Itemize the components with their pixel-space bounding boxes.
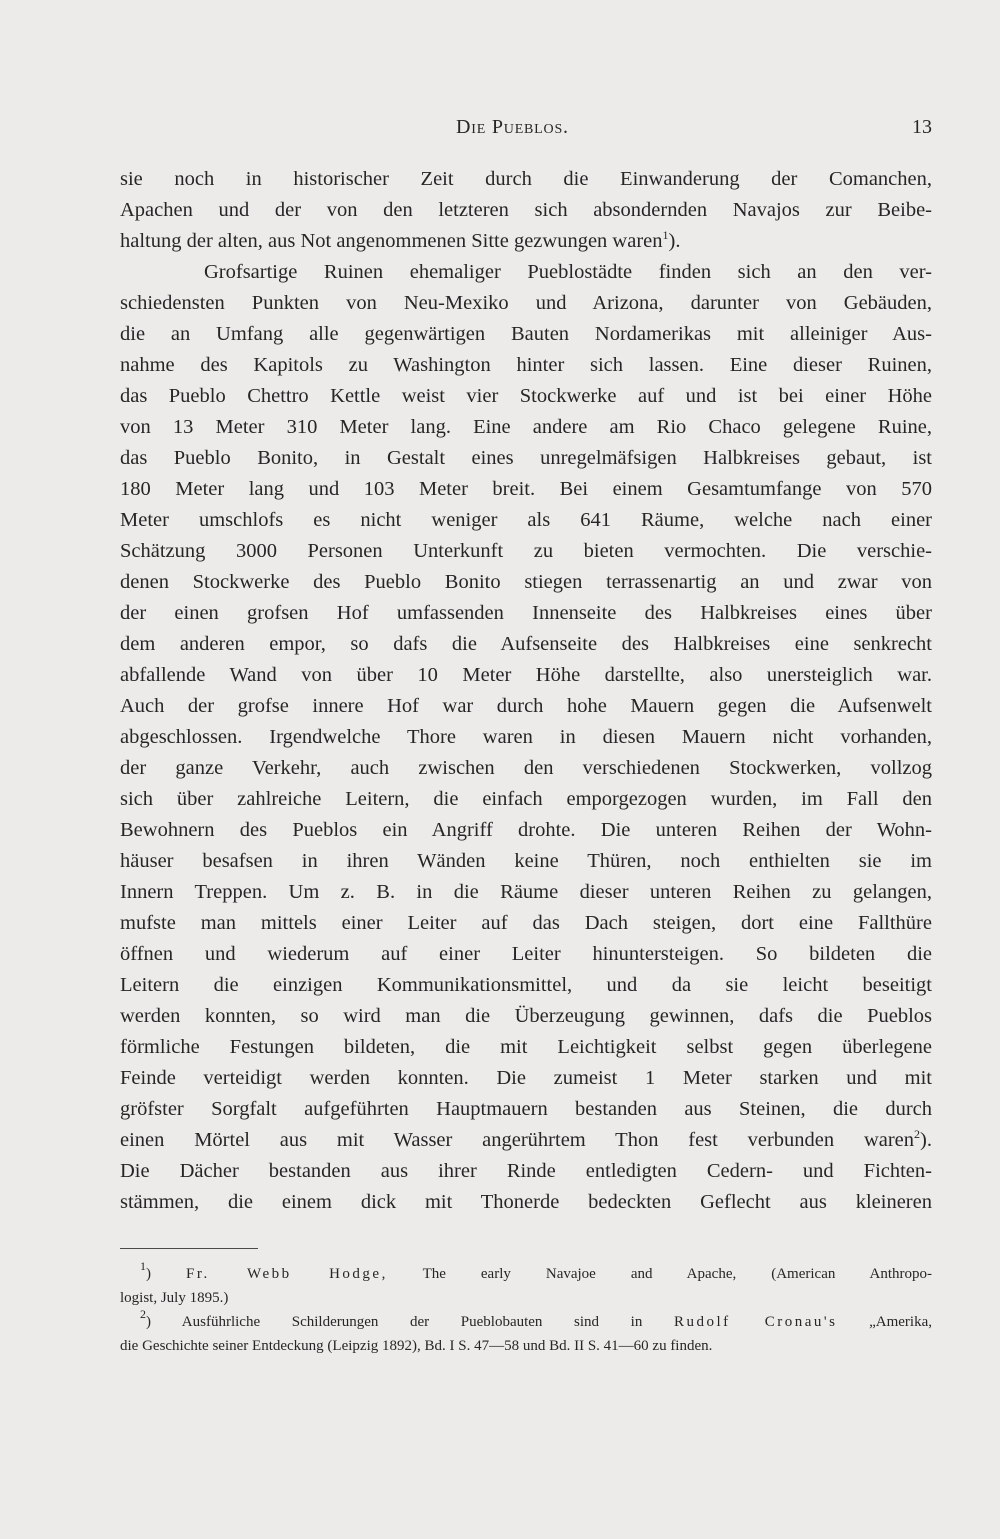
text-line: öffnen und wiederum auf einer Leiter hinuntersteigen. So bildeten die xyxy=(120,943,932,965)
footnote-line xyxy=(120,1259,933,1286)
footnote-line xyxy=(120,1307,932,1334)
footnote-ref-close: ). xyxy=(920,1129,932,1151)
footnote-separator xyxy=(120,1248,258,1249)
footnote-text: Ausführliche Schilderungen der Pueblobauten sind in xyxy=(181,1314,643,1330)
footnote-1 xyxy=(120,1259,933,1310)
text-line: nahme des Kapitols zu Washington hinter sich lassen. Eine dieser Ruinen, xyxy=(120,354,932,376)
text-line: Die Dächer bestanden aus ihrer Rinde entledigten Cedern- und Fichten- xyxy=(120,1160,932,1182)
footnote-author: Rudolf Cronau's xyxy=(673,1314,838,1330)
footnote-marker: 2 xyxy=(140,1307,146,1321)
footnote-ref-close: ). xyxy=(668,230,681,252)
text-line: stämmen, die einem dick mit Thonerde bedeckten Geflecht aus kleineren xyxy=(120,1191,932,1213)
text-line: 180 Meter lang und 103 Meter breit. Bei einem Gesamtumfange von 570 xyxy=(120,478,932,500)
footnote-text: The early Navajoe and Apache, (American Anthropo- xyxy=(422,1266,933,1282)
text-line: Feinde verteidigt werden konnten. Die zumeist 1 Meter starken und mit xyxy=(120,1067,932,1089)
text-line: gröfster Sorgfalt aufgeführten Hauptmauern bestanden aus Steinen, die durch xyxy=(120,1098,932,1120)
page-number: 13 xyxy=(912,116,932,138)
text-line: förmliche Festungen bildeten, die mit Leichtigkeit selbst gegen überlegene xyxy=(120,1036,932,1058)
text-line: abfallende Wand von über 10 Meter Höhe darstellte, also unersteiglich war. xyxy=(120,664,932,686)
text-line: das Pueblo Bonito, in Gestalt eines unregelmäfsigen Halbkreises gebaut, ist xyxy=(120,447,932,469)
text-line-content: haltung der alten, aus Not angenommenen Sitte gezwungen waren xyxy=(120,230,663,252)
footnote-marker-paren: ) xyxy=(146,1314,151,1330)
text-line: werden konnten, so wird man die Überzeugung gewinnen, dafs die Pueblos xyxy=(120,1005,932,1027)
text-line: die an Umfang alle gegenwärtigen Bauten Nordamerikas mit alleiniger Aus- xyxy=(120,323,932,345)
text-line: von 13 Meter 310 Meter lang. Eine andere am Rio Chaco gelegene Ruine, xyxy=(120,416,932,438)
text-line: Auch der grofse innere Hof war durch hohe Mauern gegen die Aufsenwelt xyxy=(120,695,932,717)
footnote-ref: 1 xyxy=(662,228,669,242)
footnote-marker-paren: ) xyxy=(146,1266,151,1282)
footnote-line: logist, July 1895.) xyxy=(120,1290,229,1306)
text-line: mufste man mittels einer Leiter auf das Dach steigen, dort eine Fallthüre xyxy=(120,912,932,934)
text-line: sich über zahlreiche Leitern, die einfach emporgezogen wurden, im Fall den xyxy=(120,788,932,810)
text-line: der einen grofsen Hof umfassenden Innenseite des Halbkreises eines über xyxy=(120,602,932,624)
text-line: Bewohnern des Pueblos ein Angriff drohte. Die unteren Reihen der Wohn- xyxy=(120,819,932,841)
text-line: dem anderen empor, so dafs die Aufsenseite des Halbkreises eine senkrecht xyxy=(120,633,932,655)
text-line: häuser besafsen in ihren Wänden keine Thüren, noch enthielten sie im xyxy=(120,850,932,872)
footnote-line: die Geschichte seiner Entdeckung (Leipzig 1892), Bd. I S. 47—58 und Bd. II S. 41—60 zu finden. xyxy=(120,1338,713,1354)
footnote-2 xyxy=(120,1307,932,1358)
text-line-content: einen Mörtel aus mit Wasser angerührtem Thon fest verbunden waren xyxy=(120,1129,915,1151)
footnote-marker: 1 xyxy=(140,1259,146,1273)
footnotes xyxy=(120,1259,933,1358)
running-head xyxy=(120,116,932,140)
body-text xyxy=(120,164,932,1218)
text-line: Apachen und der von den letzteren sich absondernden Navajos zur Beibe- xyxy=(120,199,932,221)
footnote-ref: 2 xyxy=(914,1127,921,1141)
text-line: abgeschlossen. Irgendwelche Thore waren in diesen Mauern nicht vorhanden, xyxy=(120,726,932,748)
text-line: denen Stockwerke des Pueblo Bonito stiegen terrassenartig an und zwar von xyxy=(120,571,932,593)
footnote-author: Fr. Webb Hodge, xyxy=(186,1266,388,1282)
text-line: schiedensten Punkten von Neu-Mexiko und Arizona, darunter von Gebäuden, xyxy=(120,292,932,314)
text-line: Schätzung 3000 Personen Unterkunft zu bieten vermochten. Die verschie- xyxy=(120,540,932,562)
text-line: Leitern die einzigen Kommunikationsmittel, und da sie leicht beseitigt xyxy=(120,974,932,996)
text-line: der ganze Verkehr, auch zwischen den verschiedenen Stockwerken, vollzog xyxy=(120,757,932,779)
text-line xyxy=(120,1125,932,1156)
text-line xyxy=(120,226,932,257)
text-line: sie noch in historischer Zeit durch die Einwanderung der Comanchen, xyxy=(120,168,932,190)
text-line: Grofsartige Ruinen ehemaliger Pueblostädte finden sich an den ver- xyxy=(204,261,932,283)
text-line: Innern Treppen. Um z. B. in die Räume dieser unteren Reihen zu gelangen, xyxy=(120,881,932,903)
running-title: Die Pueblos. xyxy=(456,116,569,138)
text-line: das Pueblo Chettro Kettle weist vier Stockwerke auf und ist bei einer Höhe xyxy=(120,385,932,407)
text-line: Meter umschlofs es nicht weniger als 641 Räume, welche nach einer xyxy=(120,509,932,531)
footnote-text: „Amerika, xyxy=(869,1314,932,1330)
